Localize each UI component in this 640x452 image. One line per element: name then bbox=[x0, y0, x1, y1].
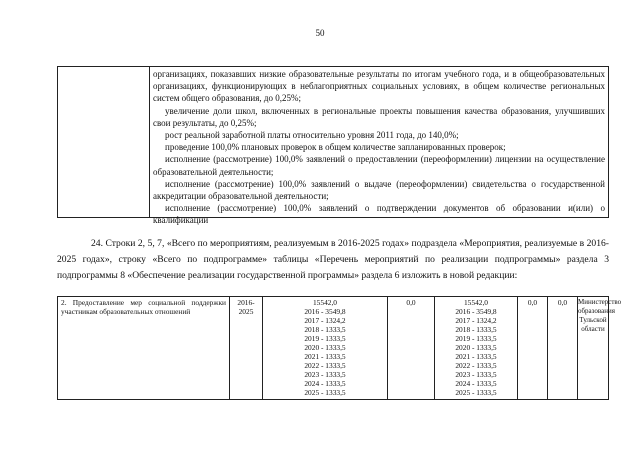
page-number: 50 bbox=[315, 28, 325, 38]
local-funding-cell: 0,0 bbox=[518, 297, 548, 399]
funding-year-value: 2022 - 1333,5 bbox=[455, 361, 497, 370]
funding-year-value: 2017 - 1324,2 bbox=[455, 316, 497, 325]
measures-table bbox=[57, 296, 622, 400]
funding-year-value: 2020 - 1333,5 bbox=[455, 343, 497, 352]
goal-line: исполнение (рассмотрение) 100,0% заявлений о подтверждении документов об образовании и(или) о квалификации bbox=[153, 203, 605, 226]
goals-table-empty-column bbox=[58, 67, 150, 217]
goal-line: организациях, показавших низкие образовательные результаты по итогам учебного года, и в общеобразовательных организациях, функционирующих в неблагоприятных социальных условиях, в общем количестве региональных систем общего образования, до 0,25%; bbox=[153, 69, 605, 104]
funding-year-value: 2016 - 3549,8 bbox=[304, 307, 346, 316]
goal-line: проведение 100,0% плановых проверок в общем количестве запланированных проверок; bbox=[165, 142, 506, 153]
amendment-paragraph bbox=[57, 236, 609, 283]
goal-line: исполнение (рассмотрение) 100,0% заявлений о выдаче (переоформлении) свидетельства о государственной аккредитации образовательной деятельности; bbox=[153, 178, 605, 202]
measure-name-cell: 2. Предоставление мер социальной поддержки участникам образовательных отношений bbox=[58, 297, 230, 399]
funding-year-value: 2024 - 1333,5 bbox=[304, 379, 346, 388]
goal-line: рост реальной заработной платы относительно уровня 2011 года, до 140,0%; bbox=[165, 130, 459, 141]
goals-table-text-cell bbox=[150, 68, 608, 227]
funding-year-value: 15542,0 bbox=[463, 298, 489, 307]
executor-cell: Министерство образования Тульской области bbox=[578, 298, 622, 333]
funding-year-value: 2023 - 1333,5 bbox=[304, 370, 346, 379]
funding-year-value: 2021 - 1333,5 bbox=[455, 352, 497, 361]
funding-year-value: 2025 - 1333,5 bbox=[455, 388, 497, 397]
funding-year-value: 2018 - 1333,5 bbox=[455, 325, 497, 334]
funding-year-value: 2025 - 1333,5 bbox=[304, 388, 346, 397]
federal-funding-cell: 0,0 bbox=[388, 297, 435, 399]
funding-year-value: 2023 - 1333,5 bbox=[455, 370, 497, 379]
funding-year-value: 2016 - 3549,8 bbox=[455, 307, 497, 316]
funding-year-value: 2022 - 1333,5 bbox=[304, 361, 346, 370]
funding-year-value: 2019 - 1333,5 bbox=[455, 334, 497, 343]
regional-funding-cell bbox=[435, 297, 518, 399]
funding-year-value: 2021 - 1333,5 bbox=[304, 352, 346, 361]
funding-year-value: 2018 - 1333,5 bbox=[304, 325, 346, 334]
funding-year-value: 2019 - 1333,5 bbox=[304, 334, 346, 343]
extra-funding-cell: 0,0 bbox=[548, 297, 578, 399]
goal-line: увеличение доли школ, включенных в региональные проекты повышения качества образования, улучшивших свои результаты, до 0,25%; bbox=[153, 105, 605, 128]
amendment-text: 24. Строки 2, 5, 7, «Всего по мероприятиям, реализуемым в 2016-2025 годах» подраздела «Мероприятия, реализуемые в 2016-2025 годах», строку «Всего по подпрограмме» таблицы «Перечень мероприятий по реализации подпрограммы» раздела 3 подпрограммы 8 «Обеспечение реализации государственной программы» раздела 6 изложить в новой редакции: bbox=[57, 238, 609, 281]
funding-year-value: 2020 - 1333,5 bbox=[304, 343, 346, 352]
funding-year-value: 2024 - 1333,5 bbox=[455, 379, 497, 388]
goals-table bbox=[57, 66, 609, 226]
total-funding-cell bbox=[263, 297, 388, 399]
funding-year-value: 15542,0 bbox=[312, 298, 338, 307]
period-cell: 2016-2025 bbox=[230, 297, 263, 399]
funding-year-value: 2017 - 1324,2 bbox=[304, 316, 346, 325]
goal-line: исполнение (рассмотрение) 100,0% заявлений о предоставлении (переоформлении) лицензии на осуществление образовательной деятельности; bbox=[153, 154, 605, 177]
